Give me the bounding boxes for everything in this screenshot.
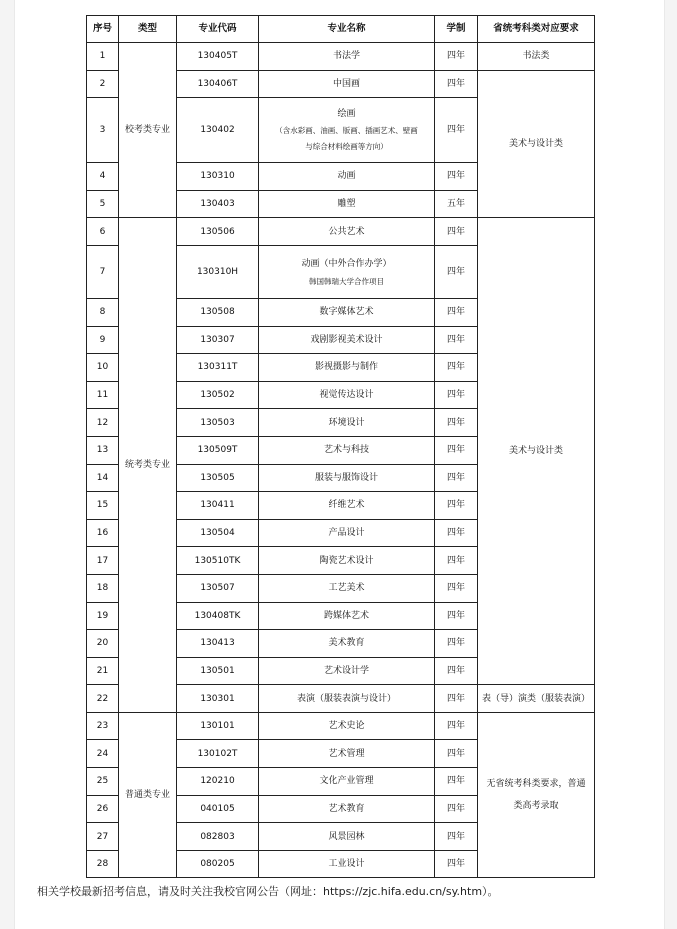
row-name: 绘画	[337, 109, 356, 120]
row-code: 130402	[177, 98, 259, 163]
row-no: 14	[87, 464, 119, 492]
row-name: 动画（中外合作办学）	[301, 258, 392, 269]
row-years: 四年	[435, 519, 478, 547]
row-years: 四年	[435, 436, 478, 464]
row-name-cell	[259, 98, 435, 163]
row-name: 表演（服装表演与设计）	[259, 685, 435, 713]
row-no: 15	[87, 492, 119, 520]
row-name: 风景园林	[259, 823, 435, 851]
row-no: 5	[87, 190, 119, 218]
row-no: 27	[87, 823, 119, 851]
row-no: 18	[87, 574, 119, 602]
group-unified-exam: 统考类专业	[119, 218, 177, 713]
row-code: 130101	[177, 712, 259, 740]
row-code: 130408TK	[177, 602, 259, 630]
row-no: 4	[87, 163, 119, 191]
row-code: 130403	[177, 190, 259, 218]
row-code: 040105	[177, 795, 259, 823]
row-no: 28	[87, 850, 119, 878]
requirement-performance: 表（导）演类（服装表演）	[478, 685, 595, 713]
row-years: 四年	[435, 298, 478, 326]
row-code: 130509T	[177, 436, 259, 464]
row-code: 130102T	[177, 740, 259, 768]
header-type: 类型	[119, 16, 177, 43]
header-requirement: 省统考科类对应要求	[478, 16, 595, 43]
row-no: 25	[87, 768, 119, 796]
row-name: 艺术史论	[259, 712, 435, 740]
row-no: 1	[87, 43, 119, 71]
row-years: 四年	[435, 218, 478, 246]
row-name: 纤维艺术	[259, 492, 435, 520]
row-no: 8	[87, 298, 119, 326]
row-no: 6	[87, 218, 119, 246]
row-no: 10	[87, 354, 119, 382]
row-name: 书法学	[259, 43, 435, 71]
row-no: 3	[87, 98, 119, 163]
requirement-general: 无省统考科类要求，普通类高考录取	[478, 712, 595, 878]
row-years: 四年	[435, 70, 478, 98]
row-years: 四年	[435, 685, 478, 713]
row-name-cell	[259, 245, 435, 298]
row-no: 26	[87, 795, 119, 823]
row-code: 130411	[177, 492, 259, 520]
row-name: 雕塑	[259, 190, 435, 218]
row-years: 四年	[435, 464, 478, 492]
row-years: 四年	[435, 326, 478, 354]
row-name: 中国画	[259, 70, 435, 98]
row-name-note: （含水彩画、油画、版画、插画艺术、壁画	[275, 126, 418, 136]
row-no: 23	[87, 712, 119, 740]
row-name: 戏剧影视美术设计	[259, 326, 435, 354]
row-years: 四年	[435, 602, 478, 630]
row-name: 工艺美术	[259, 574, 435, 602]
row-code: 130506	[177, 218, 259, 246]
row-name: 艺术管理	[259, 740, 435, 768]
requirement-art-design-2: 美术与设计类	[478, 218, 595, 685]
requirement-art-design-1: 美术与设计类	[478, 70, 595, 218]
row-name: 工业设计	[259, 850, 435, 878]
row-name: 视觉传达设计	[259, 381, 435, 409]
row-years: 四年	[435, 574, 478, 602]
row-years: 四年	[435, 43, 478, 71]
row-years: 四年	[435, 823, 478, 851]
group-general: 普通类专业	[119, 712, 177, 878]
table-row	[87, 43, 595, 71]
row-name: 服装与服饰设计	[259, 464, 435, 492]
row-name: 动画	[259, 163, 435, 191]
row-code: 130503	[177, 409, 259, 437]
table-header-row	[87, 16, 595, 43]
row-no: 19	[87, 602, 119, 630]
row-years: 五年	[435, 190, 478, 218]
row-no: 22	[87, 685, 119, 713]
row-code: 130508	[177, 298, 259, 326]
row-years: 四年	[435, 354, 478, 382]
row-code: 130504	[177, 519, 259, 547]
header-name: 专业名称	[259, 16, 435, 43]
row-code: 130311T	[177, 354, 259, 382]
row-name: 跨媒体艺术	[259, 602, 435, 630]
row-years: 四年	[435, 795, 478, 823]
row-years: 四年	[435, 740, 478, 768]
header-code: 专业代码	[177, 16, 259, 43]
row-code: 130507	[177, 574, 259, 602]
table-row	[87, 712, 595, 740]
row-name: 环境设计	[259, 409, 435, 437]
row-name: 影视摄影与制作	[259, 354, 435, 382]
row-years: 四年	[435, 245, 478, 298]
row-name: 艺术与科技	[259, 436, 435, 464]
row-name-note: 韩国韩瑞大学合作项目	[309, 276, 384, 286]
footer-note: 相关学校最新招考信息，请及时关注我校官网公告（网址：https://zjc.hifa.edu.cn/sy.htm）。	[37, 885, 499, 898]
row-no: 13	[87, 436, 119, 464]
row-years: 四年	[435, 163, 478, 191]
row-no: 11	[87, 381, 119, 409]
row-code: 080205	[177, 850, 259, 878]
row-no: 9	[87, 326, 119, 354]
row-code: 130301	[177, 685, 259, 713]
row-name: 艺术设计学	[259, 657, 435, 685]
row-code: 130501	[177, 657, 259, 685]
row-name: 美术教育	[259, 630, 435, 658]
row-code: 130405T	[177, 43, 259, 71]
row-name: 公共艺术	[259, 218, 435, 246]
row-name: 数字媒体艺术	[259, 298, 435, 326]
row-years: 四年	[435, 492, 478, 520]
header-years: 学制	[435, 16, 478, 43]
row-name: 文化产业管理	[259, 768, 435, 796]
row-years: 四年	[435, 768, 478, 796]
row-code: 130310	[177, 163, 259, 191]
row-no: 7	[87, 245, 119, 298]
row-years: 四年	[435, 630, 478, 658]
row-years: 四年	[435, 657, 478, 685]
row-years: 四年	[435, 547, 478, 575]
row-code: 120210	[177, 768, 259, 796]
majors-table	[86, 15, 595, 878]
row-name: 艺术教育	[259, 795, 435, 823]
row-years: 四年	[435, 409, 478, 437]
row-code: 130510TK	[177, 547, 259, 575]
requirement-calligraphy: 书法类	[478, 43, 595, 71]
row-no: 2	[87, 70, 119, 98]
row-years: 四年	[435, 850, 478, 878]
header-no: 序号	[87, 16, 119, 43]
row-years: 四年	[435, 98, 478, 163]
row-code: 130307	[177, 326, 259, 354]
row-code: 130310H	[177, 245, 259, 298]
row-no: 20	[87, 630, 119, 658]
row-no: 24	[87, 740, 119, 768]
row-code: 130406T	[177, 70, 259, 98]
group-school-exam: 校考类专业	[119, 43, 177, 218]
row-no: 12	[87, 409, 119, 437]
row-name: 陶瓷艺术设计	[259, 547, 435, 575]
row-code: 130505	[177, 464, 259, 492]
row-code: 082803	[177, 823, 259, 851]
row-code: 130502	[177, 381, 259, 409]
row-name: 产品设计	[259, 519, 435, 547]
row-years: 四年	[435, 381, 478, 409]
row-name-note: 与综合材料绘画等方向）	[305, 142, 388, 152]
row-years: 四年	[435, 712, 478, 740]
row-no: 21	[87, 657, 119, 685]
row-no: 16	[87, 519, 119, 547]
row-code: 130413	[177, 630, 259, 658]
row-no: 17	[87, 547, 119, 575]
table-row	[87, 218, 595, 246]
